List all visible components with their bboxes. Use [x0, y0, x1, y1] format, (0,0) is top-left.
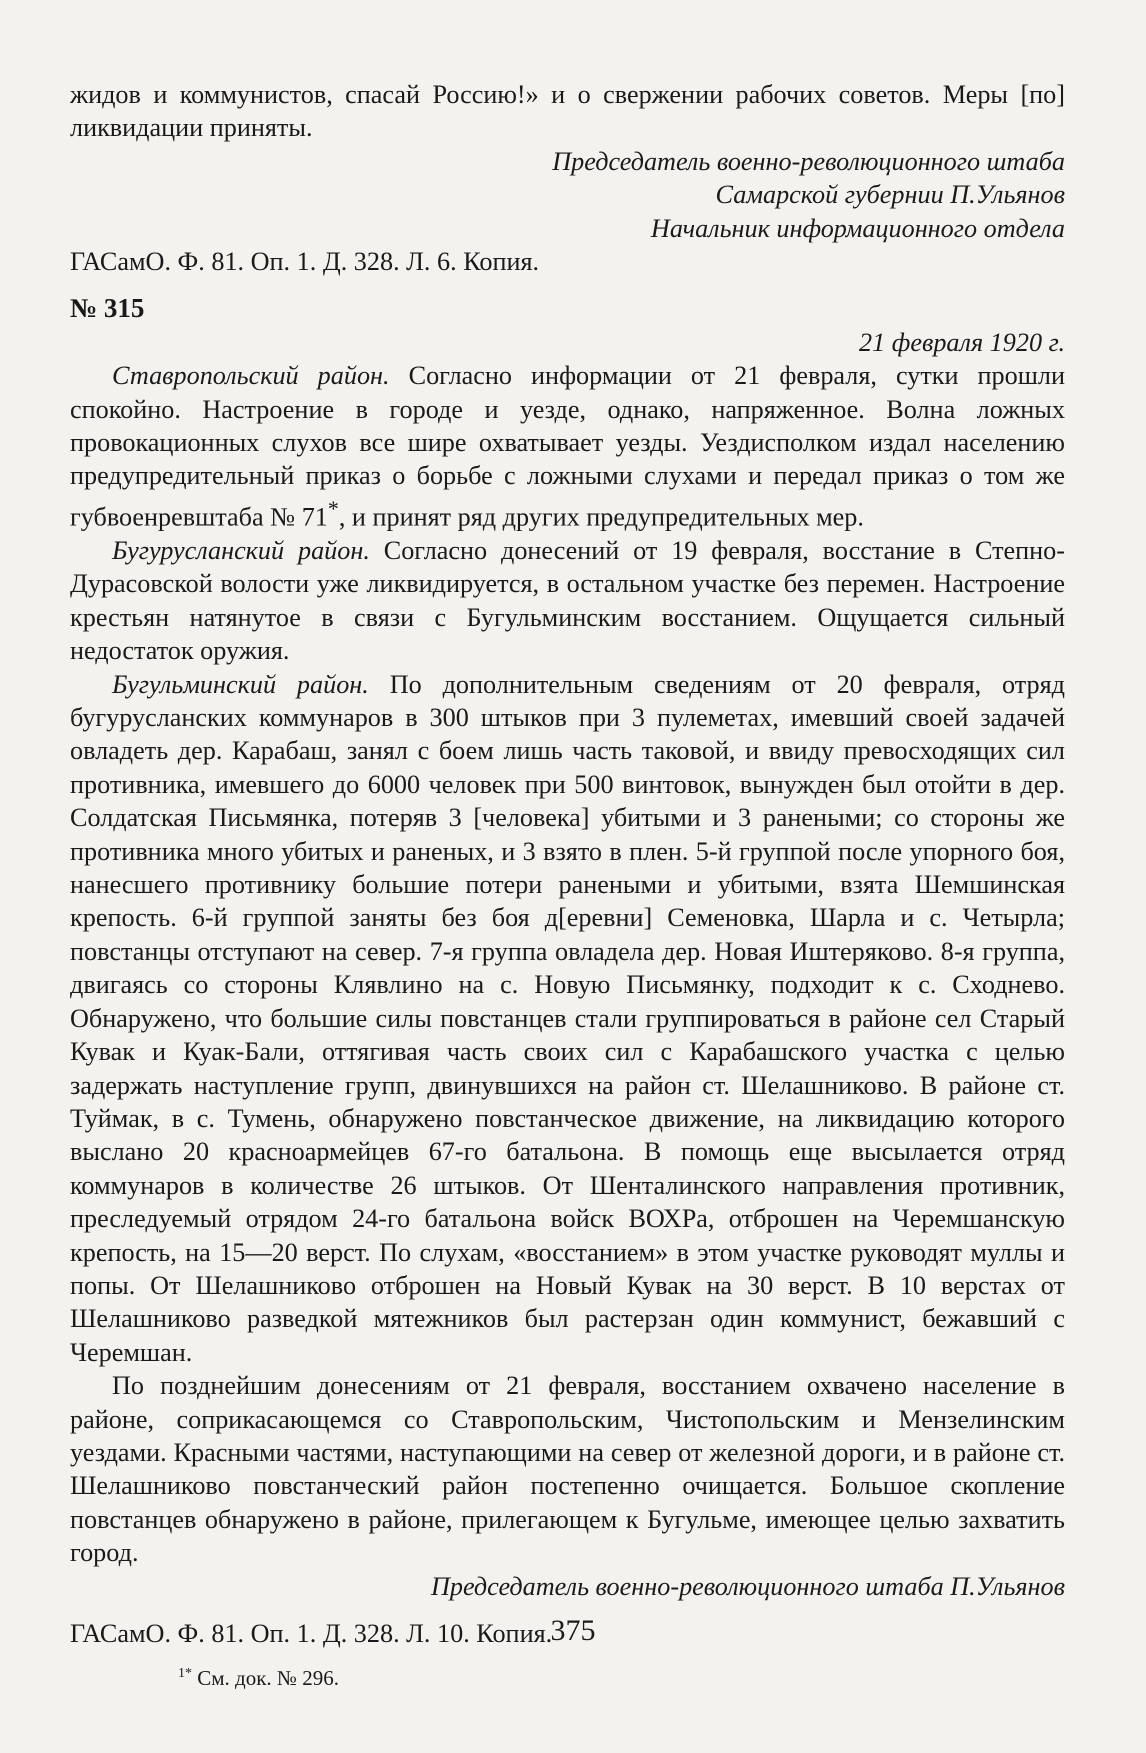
document-date: 21 февраля 1920 г.	[859, 327, 1065, 357]
paragraph-text: Согласно информации от 21 февраля, сутки прошли спокойно. Настроение в городе и уезде, однако, напряженное. Волна ложных провокационных слухов все шире охватывает уезды. Уездисполком издал населению предупредительный приказ о борьбе с ложными слухами и передал приказ о том же губвоенревштаба № 71	[70, 361, 1065, 532]
region-heading: Бугульминский район.	[112, 669, 369, 699]
footnote	[178, 1660, 1065, 1692]
paragraph-stavropol	[70, 359, 1065, 534]
signature-2: Председатель военно-революционного штаба П.Ульянов	[430, 1571, 1065, 1601]
footnote-mark: 1*	[178, 1666, 192, 1682]
paragraph-bugulma	[70, 668, 1065, 1370]
signature-1-line-1: Председатель военно-революционного штаба	[552, 146, 1065, 176]
paragraph-buguruslan	[70, 534, 1065, 668]
paragraph-text: Согласно донесений от 19 февраля, восстание в Степно-Дурасовской волости уже ликвидируется, в остальном участке без перемен. Настроение крестьян натянутое в связи с Бугульминским восстанием. Ощущается сильный недостаток оружия.	[70, 536, 1065, 666]
page-number: 375	[550, 1614, 596, 1647]
top-paragraph: жидов и коммунистов, спасай Россию!» и о свержении рабочих советов. Меры [по] ликвидации приняты.	[70, 80, 1065, 143]
paragraph-text: По дополнительным сведениям от 20 февраля, отряд бугурусланских коммунаров в 300 штыков при 3 пулеметах, имевший своей задачей овладеть дер. Карабаш, занял с боем лишь часть таковой, и ввиду превосходящих сил противника, имевшего до 6000 человек при 500 винтовок, вынужден был отойти в дер. Солдатская Письмянка, потеряв 3 [человека] убитыми и 3 ранеными; со стороны же противника много убитых и раненых, и 3 взято в плен. 5-й группой после упорного боя, нанесшего противнику большие потери ранеными и убитыми, взята Шемшинская крепость. 6-й группой заняты без боя д[еревни] Семеновка, Шарла и с. Четырла; повстанцы отступают на север. 7-я группа овладела дер. Новая Иштеряково. 8-я группа, двигаясь со стороны Клявлино на с. Новую Письмянку, подходит к с. Сходнево. Обнаружено, что большие силы повстанцев стали группироваться в районе сел Старый Кувак и Куак-Бали, оттягивая часть своих сил с Карабашского участка с целью задержать наступление групп, двинувшихся на район ст. Шелашниково. В районе ст. Туймак, в с. Тумень, обнаружено повстанческое движение, на ликвидацию которого выслано 20 красноармейцев 67-го батальона. В помощь еще высылается отряд коммунаров в количестве 26 штыков. От Шенталинского направления противник, преследуемый отрядом 24-го батальона войск ВОХРа, отброшен на Черемшанскую крепость, на 15—20 верст. По слухам, «восстанием» в этом участке руководят муллы и попы. От Шелашниково отброшен на Новый Кувак на 30 верст. В 10 верстах от Шелашниково разведкой мятежников был растерзан один коммунист, бежавший с Черемшан.	[70, 669, 1066, 1367]
region-heading: Бугурусланский район.	[112, 536, 370, 566]
archive-source-1: ГАСамО. Ф. 81. Оп. 1. Д. 328. Л. 6. Копия.	[70, 247, 540, 277]
document-number: № 315	[70, 293, 145, 324]
signature-1-line-3: Начальник информационного отдела	[650, 213, 1065, 243]
paragraph-later-reports: По позднейшим донесениям от 21 февраля, восстанием охвачено население в районе, соприкасающемся со Ставропольским, Чистопольским и Мензелинским уездами. Красными частями, наступающими на север от железной дороги, и в районе ст. Шелашниково повстанческий район постепенно очищается. Большое скопление повстанцев обнаружено в районе, прилегающем к Бугульме, имеющее целью захватить город.	[70, 1371, 1065, 1568]
signature-1-line-2: Самарской губернии П.Ульянов	[715, 180, 1065, 210]
region-heading: Ставропольский район.	[112, 361, 390, 391]
paragraph-text-end: , и принят ряд других предупредительных мер.	[338, 502, 864, 532]
footnote-text: См. док. № 296.	[192, 1666, 339, 1691]
footnote-marker: *	[327, 496, 339, 521]
archive-source-2: ГАСамО. Ф. 81. Оп. 1. Д. 328. Л. 10. Копия.	[70, 1619, 553, 1649]
text-column	[70, 78, 1065, 1692]
